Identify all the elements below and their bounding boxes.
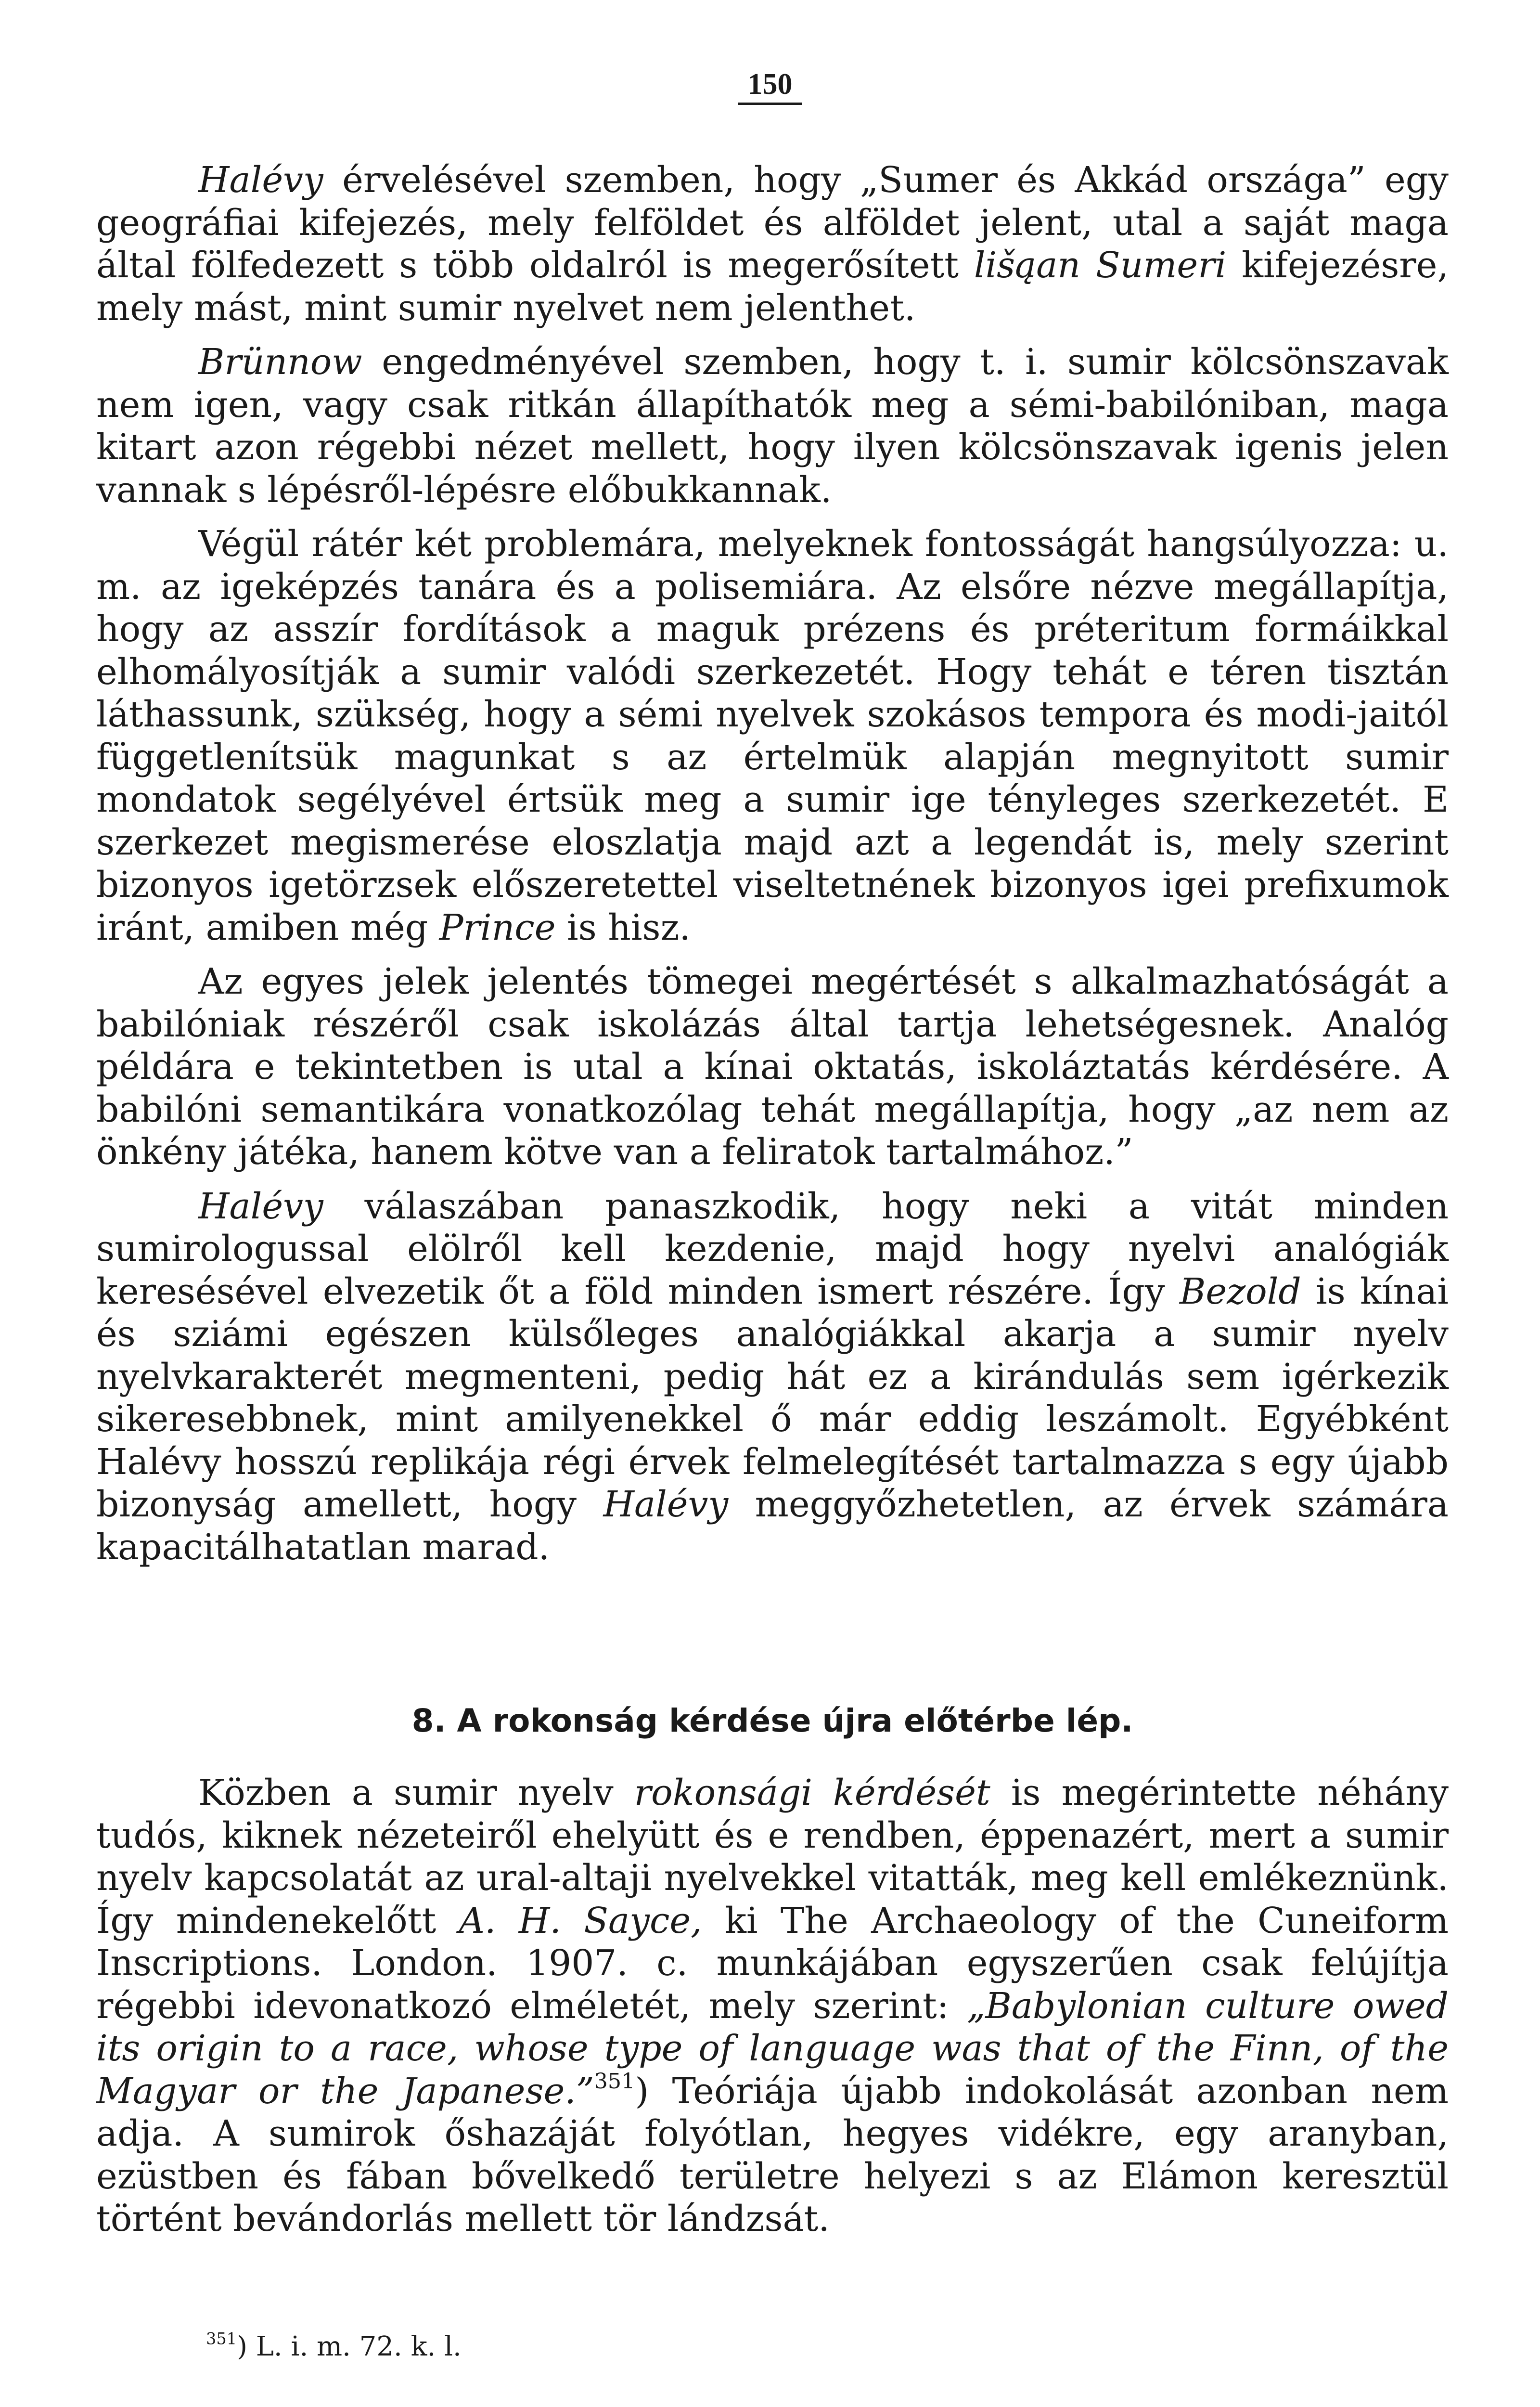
author-name: Halévy (603, 1484, 729, 1525)
paragraph-text: Az egyes jelek jelentés tömegei megértését s alkalmazhatóságát a babilóniak részéről csak iskolázás által tartja lehetségesnek. Analóg példára e tekintetben is utal a kínai oktatás, iskoláztatás kérdésére. A babilóni semantikára vonatkozólag tehát megállapítja, hogy „az nem az önkény játéka, hanem kötve van a feliratok tartalmához.” (96, 961, 1449, 1173)
section-heading: 8. A rokonság kérdése újra előtérbe lép. (411, 1702, 1133, 1739)
page-number-text: 150 (738, 68, 802, 105)
paragraph-1 (96, 159, 1449, 329)
author-name: A. H. Sayce, (459, 1900, 702, 1941)
paragraph-3 (96, 523, 1449, 949)
paragraph-2 (96, 341, 1449, 511)
author-name: Brünnow (198, 341, 362, 383)
paragraph-text: kifejezésre, mely mást, mint sumir nyelvet nem jelenthet. (96, 245, 1449, 329)
author-name: Bezold (1180, 1270, 1301, 1312)
author-name: Halévy (198, 159, 323, 201)
paragraph-5 (96, 1185, 1449, 1569)
paragraph-text: is kínai és sziámi egészen külsőleges analógiákkal akarja a sumir nyelv nyelvkarakterét megmenteni, pedig hát ez a kirándulás sem igérkezik sikeresebbnek, mint amilyenekkel ő már eddig leszámolt. Egyébként Halévy hosszú replikája régi érvek felmelegítését tartalmazza s egy újabb bizonyság amellett, hogy (96, 1270, 1449, 1525)
emphasis-term: lišąan Sumeri (974, 245, 1227, 286)
paragraph-text: ) Teóriája újabb indokolását azonban nem adja. A sumirok őshazáját folyótlan, hegyes vidékre, egy aranyban, ezüstben és fában bővelkedő területre helyezi s az Elámon keresztül történt bevándorlás mellett tör lándzsát. (96, 2070, 1449, 2239)
paragraph-text: is hisz. (555, 906, 691, 948)
body-text (96, 159, 1449, 1568)
paragraph-text: Közben a sumir nyelv (198, 1772, 634, 1813)
footnote-marker: 351 (594, 2069, 635, 2094)
author-name: Halévy (198, 1185, 323, 1227)
footnote (206, 2330, 462, 2364)
page-number (0, 67, 1540, 102)
paragraph-text: engedményével szemben, hogy t. i. sumir kölcsönszavak nem igen, vagy csak ritkán állapíthatók meg a sémi-babilóniban, maga kitart azon régebbi nézet mellett, hogy ilyen kölcsönszavak igenis jelen vannak s lépésről-lépésre előbukkannak. (96, 341, 1449, 511)
paragraph-text: meggyőzhetetlen, az érvek számára kapacitálhatatlan marad. (96, 1484, 1449, 1568)
paragraph-4 (96, 960, 1449, 1174)
paragraph-text: válaszában panaszkodik, hogy neki a vitát minden sumirologussal elölről kell kezdenie, majd hogy nyelvi analógiák keresésével elvezetik őt a föld minden ismert részére. Így (96, 1185, 1449, 1312)
footnote-number: 351 (206, 2329, 237, 2348)
paragraph-text: érvelésével szemben, hogy „Sumer és Akkád országa” egy geográfiai kifejezés, mely felföldet és alföldet jelent, utal a saját maga által fölfedezett s több oldalról is megerősített (96, 159, 1449, 286)
paragraph-text: Végül rátér két problemára, melyeknek fontosságát hangsúlyozza: u. m. az igeképzés tanára és a polisemiára. Az elsőre nézve megállapítja, hogy az asszír fordítások a maguk prézens és préteritum formáikkal elhomályosítják a sumir valódi szerkezetét. Hogy tehát e téren tisztán láthassunk, szükség, hogy a sémi nyelvek szokásos tempora és modi-jaitól függetlenítsük magunkat s az értelmük alapján megnyitott sumir mondatok segélyével értsük meg a sumir ige tényleges szerkezetét. E szerkezet megismerése eloszlatja majd azt a legendát is, mely szerint bizonyos igetörzsek előszeretettel viseltetnének bizonyos igei prefixumok iránt, amiben még (96, 523, 1449, 948)
author-name: Prince (439, 906, 556, 948)
paragraph-text: is megérintette néhány tudós, kiknek nézeteiről ehelyütt és e rendben, éppenazért, mert a sumir nyelv kapcsolatát az ural-altaji nyelvekkel vitatták, meg kell emlékeznünk. Így mindenekelőtt (96, 1772, 1449, 1941)
section-paragraph-1 (96, 1772, 1449, 2240)
section-text (96, 1772, 1449, 2240)
footnote-text: ) L. i. m. 72. k. l. (237, 2331, 462, 2362)
paragraph-text: ki The Archaeology of the Cuneiform Inscriptions. London. 1907. c. munkájában egyszerűen csak felújítja régebbi idevonatkozó elméletét, mely szerint: (96, 1900, 1449, 2027)
quotation: „Babylonian culture owed its origin to a race, whose type of language was that of the Finn, of the Magyar or the Japanese.” (96, 1985, 1449, 2112)
emphasis-term: rokonsági kérdését (634, 1772, 990, 1813)
